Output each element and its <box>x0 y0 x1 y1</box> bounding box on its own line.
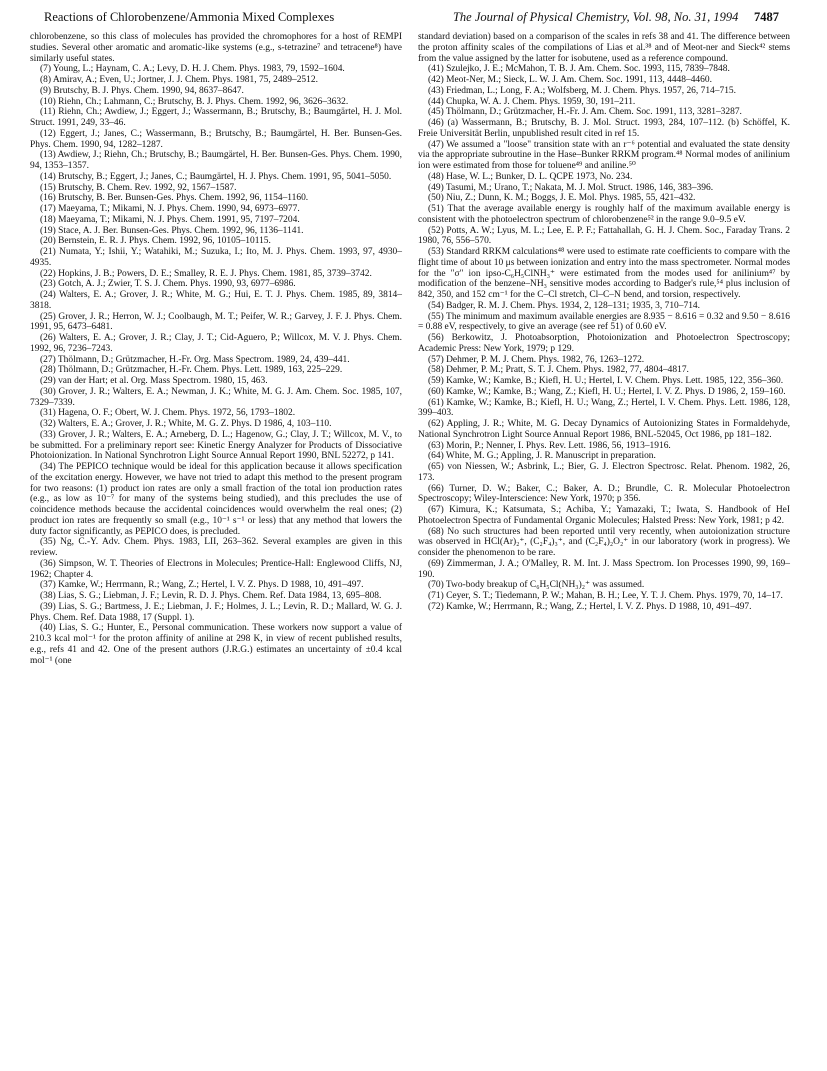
reference-entry: (62) Appling, J. R.; White, M. G. Decay Dynamics of Autoionizing States in Formaldehyde, National Synchrotron Light Source Annual Report 1986, BNL-52045, Oct 1986, pp 181–182. <box>418 419 790 440</box>
reference-entry: (24) Walters, E. A.; Grover, J. R.; White, M. G.; Hui, E. T. J. Phys. Chem. 1985, 89, 3814–3818. <box>30 290 402 311</box>
reference-entry: (10) Riehn, Ch.; Lahmann, C.; Brutschy, B. J. Phys. Chem. 1992, 96, 3626–3632. <box>40 96 349 107</box>
reference-entry: (61) Kamke, W.; Kamke, B.; Kiefl, H. U.; Wang, Z.; Hertel, I. V. Chem. Phys. Lett. 1986, 128, 399–403. <box>418 397 790 419</box>
reference-entry: (44) Chupka, W. A. J. Chem. Phys. 1959, 30, 191–211. <box>428 96 636 107</box>
reference-entry: (16) Brutschy, B. Ber. Bunsen-Ges. Phys. Chem. 1992, 96, 1154–1160. <box>40 193 309 204</box>
reference-entry: (19) Stace, A. J. Ber. Bunsen-Ges. Phys. Chem. 1992, 96, 1136–1141. <box>40 225 304 236</box>
reference-entry: (68) No such structures had been reported until very recently, when autoionization structure was observed in HCl(Ar)₂⁺, (C₂F₄)₃⁺, and (C₂F₄)₂O₂⁺ in our laboratory (work in progress). We consider the phenomenon to be rare. <box>418 526 790 558</box>
reference-entry: (57) Dehmer, P. M. J. Chem. Phys. 1982, 76, 1263–1272. <box>428 354 645 365</box>
reference-entry: (47) We assumed a "loose" transition state with an r⁻⁶ potential and evaluated the state density via the appropriate subroutine in the Hase–Bunker RRKM program.⁴⁸ Normal modes of anilinium ion were estimated from those for toluene⁴⁹ and aniline.⁵⁰ <box>418 139 790 171</box>
reference-entry: (59) Kamke, W.; Kamke, B.; Kiefl, H. U.; Hertel, I. V. Chem. Phys. Lett. 1985, 122, 356–360. <box>428 376 784 386</box>
reference-entry: (28) Thölmann, D.; Grützmacher, H.-Fr. Chem. Phys. Lett. 1989, 163, 225–229. <box>40 365 343 376</box>
reference-entry: (41) Szulejko, J. E.; McMahon, T. B. J. Am. Chem. Soc. 1993, 115, 7839–7848. <box>428 64 730 75</box>
reference-entry: (36) Simpson, W. T. Theories of Electrons in Molecules; Prentice-Hall: Englewood Cliffs, NJ, 1962; Chapter 4. <box>30 558 402 580</box>
running-title: Reactions of Chlorobenzene/Ammonia Mixed Complexes <box>44 10 335 24</box>
reference-entry: (53) Standard RRKM calculations⁴⁸ were used to estimate rate coefficients to compare with the flight time of about 10 μs between ionization and entry into the mass spectrometer. Normal modes for the "σ" ion ipso-C₆H₅ClNH₃⁺ were estimated from the modes used for anilinium⁴⁷ by modification of the benzene–NH₃ sensitive modes according to Badger's rule,⁵⁴ plus inclusion of 842, 350, and 152 cm⁻¹ for the C–Cl stretch, Cl–C–N bend, and torsion, respectively. <box>418 247 790 300</box>
reference-entry: (42) Meot-Ner, M.; Sieck, L. W. J. Am. Chem. Soc. 1991, 113, 4448–4460. <box>428 75 712 85</box>
reference-entry: (18) Maeyama, T.; Mikami, N. J. Phys. Chem. 1991, 95, 7197–7204. <box>40 214 300 225</box>
reference-entry: (40) Lias, S. G.; Hunter, E., Personal communication. These workers now support a value of 210.3 kcal mol⁻¹ for the proton affinity of aniline at 298 K, in view of recent published results, e.g., refs 41 and 42. One of the present authors (J.R.G.) estimates an uncertainty of ±0.4 kcal mol⁻¹ (one <box>30 623 402 666</box>
reference-entry: (67) Kimura, K.; Katsumata, S.; Achiba, Y.; Yamazaki, T.; Iwata, S. Handbook of HeI Photoelectron Spectra of Fundamental Organic Molecules; Halsted Press: New York, 1981; p 42. <box>418 505 790 526</box>
reference-entry: (51) That the average available energy is roughly half of the maximum available energy is consistent with the photoelectron spectrum of chlorobenzene⁵² in the range 9.0–9.5 eV. <box>418 204 790 225</box>
reference-entry: (25) Grover, J. R.; Herron, W. J.; Coolbaugh, M. T.; Peifer, W. R.; Garvey, J. F. J. Phys. Chem. 1991, 95, 6473–6481. <box>30 311 402 333</box>
reference-entry: (20) Bernstein, E. R. J. Phys. Chem. 1992, 96, 10105–10115. <box>40 236 271 247</box>
reference-entry: (72) Kamke, W.; Herrmann, R.; Wang, Z.; Hertel, I. V. Z. Phys. D 1988, 10, 491–497. <box>428 601 752 612</box>
reference-entry: (22) Hopkins, J. B.; Powers, D. E.; Smalley, R. E. J. Phys. Chem. 1981, 85, 3739–3742. <box>40 268 372 279</box>
left-column <box>30 32 402 666</box>
page-number: 7487 <box>754 10 779 24</box>
reference-entry: (31) Hagena, O. F.; Obert, W. J. Chem. Phys. 1972, 56, 1793–1802. <box>40 408 296 419</box>
reference-entry: (13) Awdiew, J.; Riehn, Ch.; Brutschy, B.; Baumgärtel, H. Ber. Bunsen-Ges. Phys. Chem. 1990, 94, 1353–1357. <box>30 150 402 171</box>
reference-entry: (46) (a) Wassermann, B.; Brutschy, B. J. Mol. Struct. 1993, 284, 107–112. (b) Schöffel, K. Freie Universität Berlin, unpublished result cited in ref 15. <box>418 118 790 139</box>
reference-entry: (29) van der Hart; et al. Org. Mass Spectrom. 1980, 15, 463. <box>40 376 268 386</box>
reference-entry: (14) Brutschy, B.; Eggert, J.; Janes, C.; Baumgärtel, H. J. Phys. Chem. 1991, 95, 5041–5050. <box>40 171 392 182</box>
reference-entry: (35) Ng, C.-Y. Adv. Chem. Phys. 1983, LII, 263–362. Several examples are given in this review. <box>30 537 402 558</box>
reference-entry: (27) Thölmann, D.; Grützmacher, H.-Fr. Org. Mass Spectrom. 1989, 24, 439–441. <box>40 354 350 365</box>
reference-entry: (49) Tasumi, M.; Urano, T.; Nakata, M. J. Mol. Struct. 1986, 146, 383–396. <box>428 182 714 193</box>
reference-entry: (43) Friedman, L.; Long, F. A.; Wolfsberg, M. J. Chem. Phys. 1957, 26, 714–715. <box>428 85 736 96</box>
reference-entry: (38) Lias, S. G.; Liebman, J. F.; Levin, R. D. J. Phys. Chem. Ref. Data 1984, 13, 695–808. <box>40 591 382 601</box>
reference-entry: (58) Dehmer, P. M.; Pratt, S. T. J. Chem. Phys. 1982, 77, 4804–4817. <box>428 365 689 376</box>
reference-entry: (63) Morin, P.; Nenner, I. Phys. Rev. Lett. 1986, 56, 1913–1916. <box>428 440 671 451</box>
right-column <box>418 32 790 613</box>
reference-entry: (8) Amirav, A.; Even, U.; Jortner, J. J. Chem. Phys. 1981, 75, 2489–2512. <box>40 75 318 85</box>
reference-entry: (15) Brutschy, B. Chem. Rev. 1992, 92, 1567–1587. <box>40 182 237 193</box>
running-header <box>44 10 779 28</box>
reference-entry: (69) Zimmerman, J. A.; O'Malley, R. M. Int. J. Mass Spectrom. Ion Processes 1990, 99, 169–190. <box>418 558 790 580</box>
reference-entry: (71) Ceyer, S. T.; Tiedemann, P. W.; Mahan, B. H.; Lee, Y. T. J. Chem. Phys. 1979, 70, 14–17. <box>428 591 783 601</box>
journal-name: The Journal of Physical Chemistry, Vol. 98, No. 31, 1994 <box>452 10 739 24</box>
reference-entry: (37) Kamke, W.; Herrmann, R.; Wang, Z.; Hertel, I. V. Z. Phys. D 1988, 10, 491–497. <box>40 580 364 591</box>
reference-entry: (7) Young, L.; Haynam, C. A.; Levy, D. H. J. Chem. Phys. 1983, 79, 1592–1604. <box>40 64 345 75</box>
reference-entry: (26) Walters, E. A.; Grover, J. R.; Clay, J. T.; Cid-Aguero, P.; Willcox, M. V. J. Phys. Chem. 1992, 96, 7236–7243. <box>30 333 402 354</box>
reference-entry: (60) Kamke, W.; Kamke, B.; Wang, Z.; Kiefl, H. U.; Hertel, I. V. Z. Phys. D 1986, 2, 159–160. <box>428 386 786 397</box>
reference-entry: (55) The minimum and maximum available energies are 8.935 − 8.616 = 0.32 and 9.50 − 8.616 = 0.88 eV, respectively, to give an average (see ref 51) of 0.60 eV. <box>418 311 790 333</box>
reference-entry: (33) Grover, J. R.; Walters, E. A.; Arneberg, D. L.; Hagenow, G.; Clay, J. T.; Willcox, M. V., to be submitted. For a preliminary report see: Kinetic Energy Analyzer for Products of Dissociative Photoionization. In National Synchrotron Light Source Annual Report 1990, BNL 52272, p 141. <box>30 429 402 462</box>
reference-entry: (45) Thölmann, D.; Grützmacher, H.-Fr. J. Am. Chem. Soc. 1991, 113, 3281–3287. <box>428 107 742 118</box>
reference-entry: (52) Potts, A. W.; Lyus, M. L.; Lee, E. P. F.; Fattahallah, G. H. J. Chem. Soc., Faraday Trans. 2 1980, 76, 556–570. <box>418 225 790 247</box>
reference-entry: chlorobenzene, so this class of molecules has provided the chromophores for a host of REMPI studies. Several other aromatic and aromatic-like systems (e.g., s-tetrazine⁷ and tetracene⁸) have similarly useful states. <box>30 32 402 64</box>
reference-entry: (30) Grover, J. R.; Walters, E. A.; Newman, J. K.; White, M. G. J. Am. Chem. Soc. 1985, 107, 7329–7339. <box>30 386 402 408</box>
reference-entry: (34) The PEPICO technique would be ideal for this application because it allows specification of the excitation energy. However, we have not tried to adapt this method to the present program for two reasons: (1) product ion rates are only a small fraction of the total ion production rates (e.g., as low as 10⁻⁷ for many of the systems being studied), and this precludes the use of coincidence methods because the accidental coincidences would overwhelm the real ones; (2) product ion rates are frequently so small (e.g., 10⁻¹ s⁻¹ or less) that any method that lowers the duty factor significantly, as PEPICO does, is precluded. <box>30 462 402 537</box>
reference-entry: (64) White, M. G.; Appling, J. R. Manuscript in preparation. <box>428 451 656 462</box>
reference-entry: (23) Gotch, A. J.; Zwier, T. S. J. Chem. Phys. 1990, 93, 6977–6986. <box>40 279 296 290</box>
reference-entry: (48) Hase, W. L.; Bunker, D. L. QCPE 1973, No. 234. <box>428 171 633 182</box>
reference-entry: (21) Numata, Y.; Ishii, Y.; Watahiki, M.; Suzuka, I.; Ito, M. J. Phys. Chem. 1993, 97, 4930–4935. <box>30 247 402 268</box>
reference-entry: (9) Brutschy, B. J. Phys. Chem. 1990, 94, 8637–8647. <box>40 85 244 96</box>
reference-entry: (39) Lias, S. G.; Bartmess, J. E.; Liebman, J. F.; Holmes, J. L.; Levin, R. D.; Mallard, W. G. J. Phys. Chem. Ref. Data 1988, 17 (Suppl. 1). <box>30 601 402 623</box>
reference-entry: (11) Riehn, Ch.; Awdiew, J.; Eggert, J.; Wassermann, B.; Brutschy, B.; Baumgärtel, H. J. Mol. Struct. 1991, 249, 33–46. <box>30 107 402 128</box>
reference-entry: (65) von Niessen, W.; Asbrink, L.; Bier, G. J. Electron Spectrosc. Relat. Phenom. 1982, 26, 173. <box>418 462 790 483</box>
reference-entry: (12) Eggert, J.; Janes, C.; Wassermann, B.; Brutschy, B.; Baumgärtel, H. Ber. Bunsen-Ges. Phys. Chem. 1990, 94, 1282–1287. <box>30 128 402 150</box>
reference-entry: (17) Maeyama, T.; Mikami, N. J. Phys. Chem. 1990, 94, 6973–6977. <box>40 204 300 214</box>
journal-citation <box>453 10 779 25</box>
reference-entry: (50) Niu, Z.; Dunn, K. M.; Boggs, J. E. Mol. Phys. 1985, 55, 421–432. <box>428 193 696 204</box>
reference-entry: (32) Walters, E. A.; Grover, J. R.; White, M. G. Z. Phys. D 1986, 4, 103–110. <box>40 419 332 429</box>
reference-entry: (56) Berkowitz, J. Photoabsorption, Photoionization and Photoelectron Spectroscopy; Academic Press: New York, 1979; p 129. <box>418 333 790 354</box>
reference-entry: (54) Badger, R. M. J. Chem. Phys. 1934, 2, 128–131; 1935, 3, 710–714. <box>428 300 700 311</box>
reference-entry: (70) Two-body breakup of C₆H₅Cl(NH₃)₂⁺ was assumed. <box>428 580 645 591</box>
reference-entry: (66) Turner, D. W.; Baker, C.; Baker, A. D.; Brundle, C. R. Molecular Photoelectron Spectroscopy; Wiley-Interscience: New York, 1970; p 356. <box>418 483 790 505</box>
reference-entry: standard deviation) based on a comparison of the scales in refs 38 and 41. The difference between the proton affinity scales of the compilations of Lias et al.³⁸ and of Meot-ner and Sieck⁴² stems from the value assigned by the latter for isobutene, used as a reference compound. <box>418 32 790 64</box>
